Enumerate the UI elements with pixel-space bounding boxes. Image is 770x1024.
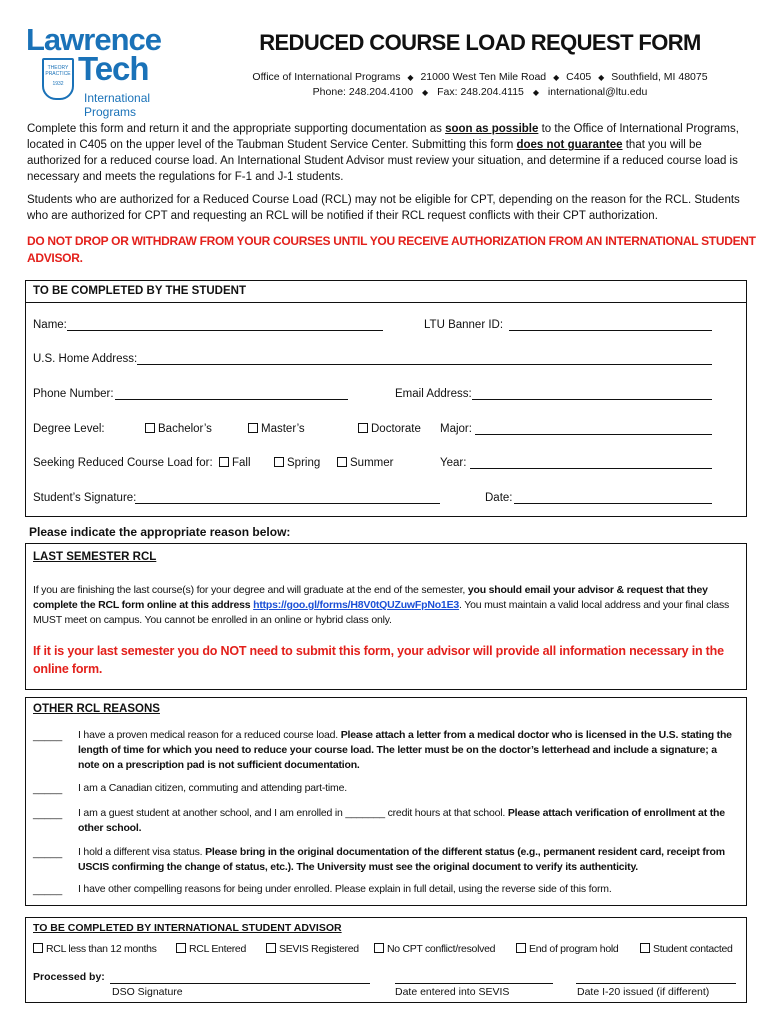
name-field[interactable]	[67, 330, 383, 331]
reason-other	[78, 882, 738, 897]
divider	[26, 302, 746, 303]
last-semester-note: If it is your last semester you do NOT need to submit this form, your advisor will provide all information necessary in the online form.	[33, 644, 724, 676]
reason-visa	[78, 845, 738, 875]
office-fax: Fax: 248.204.4115	[437, 86, 524, 98]
banner-id-label: LTU Banner ID:	[424, 319, 504, 331]
logo-shield-text: THEORY PRACTICE	[45, 65, 71, 77]
reason-text: I hold a different visa status.	[78, 846, 206, 858]
office-line	[200, 71, 760, 83]
intro-text: to the Office of International Programs, located in C405 on the upper level of the Taubman Student Service Center. Submitting this form	[27, 123, 739, 151]
reason-emphasis: Please attach a letter from a medical doctor who is licensed in the U.S. stating the length of time for which you need to reduce your course load. The letter must be on the doctor’s letterhead and include a signature; a note on a prescription pad is not sufficient documentation.	[78, 729, 732, 771]
logo-line2: Tech	[78, 50, 149, 87]
address-label: U.S. Home Address:	[33, 353, 138, 365]
checkbox[interactable]	[266, 943, 276, 953]
email-label: Email Address:	[395, 388, 472, 400]
logo-sub: International Programs	[84, 91, 151, 119]
reason-medical	[78, 728, 738, 773]
warning-text: DO NOT DROP OR WITHDRAW FROM YOUR COURSES UNTIL YOU RECEIVE AUTHORIZATION FROM AN INTERNATIONAL STUDENT ADVISOR.	[27, 234, 756, 265]
checkbox[interactable]	[176, 943, 186, 953]
intro-emphasis: soon as possible	[445, 123, 539, 135]
spring-option[interactable]	[274, 457, 320, 469]
summer-label: Summer	[350, 457, 394, 469]
rcl-form-link[interactable]: https://goo.gl/forms/H8V0tQUZuwFpNo1E3	[253, 599, 460, 611]
date-field[interactable]	[514, 503, 712, 504]
masters-option[interactable]	[248, 423, 305, 435]
signature-field[interactable]	[135, 503, 440, 504]
reason-blank[interactable]: _____	[33, 730, 63, 742]
sevis-date-label: Date entered into SEVIS	[395, 986, 510, 998]
intro-paragraph-1	[27, 121, 743, 185]
bachelors-option[interactable]	[145, 423, 212, 435]
last-semester-text: If you are finishing the last course(s) for your degree and will graduate at the end of the semester,	[33, 584, 468, 596]
check-label: SEVIS Registered	[279, 943, 359, 955]
last-semester-paragraph	[33, 583, 735, 628]
logo	[26, 22, 196, 119]
reason-text: I am a guest student at another school, and I am enrolled in _______ credit hours at that school.	[78, 807, 508, 819]
bullet: ◆	[407, 73, 414, 82]
reason-blank[interactable]: _____	[33, 884, 63, 896]
reason-canadian	[78, 781, 738, 796]
reason-blank[interactable]: _____	[33, 783, 63, 795]
check-label: No CPT conflict/resolved	[387, 943, 496, 955]
i20-date-field[interactable]	[576, 983, 736, 984]
reason-prompt: Please indicate the appropriate reason below:	[29, 525, 291, 539]
bullet: ◆	[553, 73, 560, 82]
last-semester-emphasis: you should email your advisor & request that they complete the RCL form online at this address	[33, 584, 708, 611]
checkbox[interactable]	[33, 943, 43, 953]
fall-option[interactable]	[219, 457, 251, 469]
year-field[interactable]	[470, 468, 712, 469]
summer-option[interactable]	[337, 457, 393, 469]
checkbox[interactable]	[374, 943, 384, 953]
checkbox[interactable]	[516, 943, 526, 953]
checkbox[interactable]	[337, 457, 347, 467]
doctorate-label: Doctorate	[371, 423, 421, 435]
office-email-link[interactable]: international@ltu.edu	[547, 86, 648, 98]
check-label: RCL less than 12 months	[46, 943, 157, 955]
major-field[interactable]	[475, 434, 712, 435]
seeking-label: Seeking Reduced Course Load for:	[33, 457, 213, 469]
intro-paragraph-2: Students who are authorized for a Reduced Course Load (RCL) may not be eligible for CPT, depending on the reason for the RCL. Students who are authorized for CPT and requesting an RCL will be notified if their RCL request conflicts with their CPT authorization.	[27, 194, 740, 222]
major-label: Major:	[440, 423, 472, 435]
bullet: ◆	[422, 88, 429, 97]
name-label: Name:	[33, 319, 67, 331]
banner-id-field[interactable]	[509, 330, 712, 331]
address-field[interactable]	[137, 364, 712, 365]
last-semester-text: . You must maintain a valid local address and your final class MUST meet on campus. You cannot be enrolled in an online or hybrid class only.	[33, 599, 730, 626]
fall-label: Fall	[232, 457, 251, 469]
intro-text: that you will be authorized for a reduced course load. An International Student Advisor must review your situation, and determine if a reduced course load is necessary and meets the regulations for F-1 and J-1 students.	[27, 139, 738, 183]
reason-guest-student	[78, 806, 738, 836]
masters-label: Master’s	[261, 423, 305, 435]
phone-label: Phone Number:	[33, 388, 114, 400]
reason-emphasis: Please bring in the original documentation of the different status (e.g., permanent resident card, receipt from USCIS confirming the change of status, etc.). The University must see the original document to verify its authenticity.	[78, 846, 725, 873]
logo-shield-year: 1932	[52, 81, 64, 87]
reason-blank[interactable]: _____	[33, 808, 63, 820]
checkbox[interactable]	[248, 423, 258, 433]
check-end-of-program[interactable]	[516, 943, 618, 955]
checkbox[interactable]	[274, 457, 284, 467]
reason-text: I have a proven medical reason for a reduced course load.	[78, 729, 341, 741]
check-label: Student contacted	[653, 943, 733, 955]
check-no-cpt-conflict[interactable]	[374, 943, 495, 955]
dso-signature-field[interactable]	[110, 983, 370, 984]
bullet: ◆	[598, 73, 605, 82]
student-heading: TO BE COMPLETED BY THE STUDENT	[33, 285, 246, 297]
checkbox[interactable]	[145, 423, 155, 433]
contact-line	[200, 86, 760, 98]
office-name: Office of International Programs	[252, 71, 401, 83]
office-city: Southfield, MI 48075	[611, 71, 708, 83]
checkbox[interactable]	[358, 423, 368, 433]
logo-shield	[42, 58, 74, 100]
sevis-date-field[interactable]	[395, 983, 553, 984]
phone-field[interactable]	[115, 399, 348, 400]
dso-signature-label: DSO Signature	[112, 986, 183, 998]
checkbox[interactable]	[219, 457, 229, 467]
year-label: Year:	[440, 457, 467, 469]
office-room: C405	[566, 71, 592, 83]
intro-emphasis: does not guarantee	[516, 139, 623, 151]
processed-by-label: Processed by:	[33, 971, 105, 983]
check-rcl-entered[interactable]	[176, 943, 246, 955]
check-sevis-registered[interactable]	[266, 943, 359, 955]
check-label: End of program hold	[529, 943, 619, 955]
reason-blank[interactable]: _____	[33, 847, 63, 859]
reason-emphasis: Please attach verification of enrollment at the other school.	[78, 807, 725, 834]
checkbox[interactable]	[640, 943, 650, 953]
i20-date-label: Date I-20 issued (if different)	[577, 986, 710, 998]
email-field[interactable]	[472, 399, 712, 400]
page-title: REDUCED COURSE LOAD REQUEST FORM	[259, 30, 701, 55]
reason-text: I am a Canadian citizen, commuting and attending part-time.	[78, 782, 347, 794]
bullet: ◆	[532, 88, 539, 97]
office-address: 21000 West Ten Mile Road	[420, 71, 547, 83]
check-student-contacted[interactable]	[640, 943, 733, 955]
reason-text: I have other compelling reasons for being under enrolled. Please explain in full detail, using the reverse side of this form.	[78, 883, 612, 895]
bachelors-label: Bachelor’s	[158, 423, 212, 435]
date-label: Date:	[485, 492, 513, 504]
intro-text: Complete this form and return it and the appropriate supporting documentation as	[27, 123, 446, 135]
check-label: RCL Entered	[189, 943, 247, 955]
office-phone: Phone: 248.204.4100	[312, 86, 414, 98]
spring-label: Spring	[287, 457, 321, 469]
logo-line1: Lawrence	[26, 22, 162, 57]
check-rcl-less-12[interactable]	[33, 943, 157, 955]
advisor-heading: TO BE COMPLETED BY INTERNATIONAL STUDENT ADVISOR	[33, 922, 342, 934]
signature-label: Student’s Signature:	[33, 492, 137, 504]
last-semester-heading: LAST SEMESTER RCL	[33, 551, 157, 563]
other-reasons-heading: OTHER RCL REASONS	[33, 703, 160, 715]
degree-label: Degree Level:	[33, 423, 105, 435]
doctorate-option[interactable]	[358, 423, 421, 435]
